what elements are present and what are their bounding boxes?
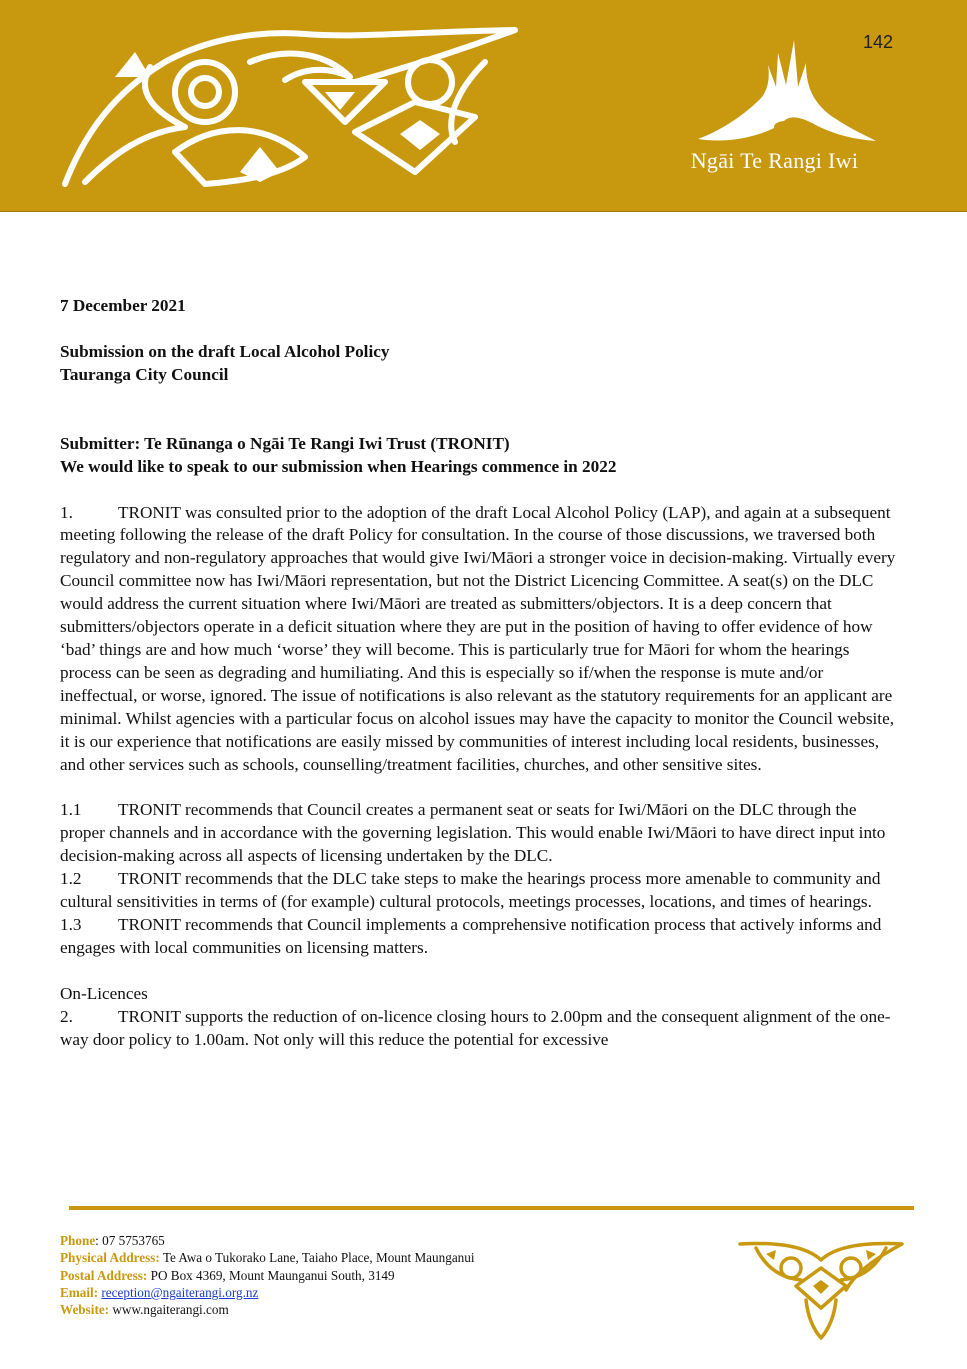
physical-value: Te Awa o Tukorako Lane, Taiaho Place, Mount Maunganui	[159, 1250, 475, 1266]
paragraph-text: TRONIT recommends that the DLC take steps to make the hearings process more amenable to community and cultural sensitivities in terms of (for example) cultural protocols, meetings processes, locations, and times of hearings.	[60, 869, 881, 912]
paragraph-1-2	[60, 868, 896, 914]
mountain-logo-icon	[690, 35, 880, 147]
footer-phone	[60, 1232, 475, 1249]
postal-value: PO Box 4369, Mount Maunganui South, 3149	[147, 1267, 395, 1283]
subject-line-1: Submission on the draft Local Alcohol Policy	[60, 341, 390, 361]
page-number: 142	[862, 32, 893, 52]
header-banner	[0, 0, 967, 212]
email-label: Email:	[60, 1284, 99, 1300]
footer-website	[60, 1301, 475, 1318]
footer-email	[60, 1284, 475, 1301]
website-label: Website:	[60, 1302, 110, 1318]
footer-postal-address	[60, 1267, 475, 1284]
contact-footer	[60, 1232, 475, 1318]
koru-pattern-icon	[55, 22, 525, 194]
paragraph-number: 1.	[60, 502, 73, 522]
physical-label: Physical Address:	[60, 1250, 160, 1266]
speak-line: We would like to speak to our submission when Hearings commence in 2022	[60, 456, 617, 476]
paragraph-text: TRONIT supports the reduction of on-licence closing hours to 2.00pm and the consequent alignment of the one-way door policy to 1.00am. Not only will this reduce the potential for excessive	[60, 1006, 891, 1049]
email-link[interactable]: reception@ngaiterangi.org.nz	[101, 1284, 259, 1300]
paragraph-text: TRONIT recommends that Council implements a comprehensive notification process that actively informs and engages with local communities on licensing matters.	[60, 914, 882, 957]
footer-physical-address	[60, 1249, 475, 1266]
paragraph-number: 2.	[60, 1006, 73, 1026]
postal-label: Postal Address:	[60, 1267, 148, 1283]
footer-divider	[69, 1206, 914, 1210]
paragraph-2	[60, 1006, 896, 1052]
section-heading: On-Licences	[60, 983, 148, 1003]
phone-value: : 07 5753765	[95, 1233, 165, 1248]
paragraph-number: 1.3	[60, 914, 82, 934]
letter-date: 7 December 2021	[60, 296, 186, 315]
paragraph-text: TRONIT recommends that Council creates a permanent seat or seats for Iwi/Māori on the DLC through the proper channels and in accordance with the governing legislation. This would enable Iwi/Māori to have direct input into decision-making across all aspects of licensing undertaken by the DLC.	[60, 800, 886, 866]
paragraph-1-1	[60, 799, 896, 868]
letter-body	[60, 295, 896, 1051]
paragraph-1	[60, 502, 896, 777]
submitter-line: Submitter: Te Rūnanga o Ngāi Te Rangi Iwi Trust (TRONIT)	[60, 433, 510, 453]
subject-line-2: Tauranga City Council	[60, 364, 229, 384]
brand-name: Ngāi Te Rangi Iwi	[690, 148, 859, 173]
paragraph-number: 1.2	[60, 869, 82, 889]
paragraph-number: 1.1	[60, 800, 82, 820]
phone-label: Phone	[60, 1233, 96, 1248]
paragraph-text: TRONIT was consulted prior to the adoption of the draft Local Alcohol Policy (LAP), and again at a subsequent meeting following the release of the draft Policy for consultation. In the course of those discussions, we traversed both regulatory and non-regulatory approaches that would give Iwi/Māori a stronger voice in decision-making. Virtually every Council committee now has Iwi/Māori representation, but not the District Licencing Committee. A seat(s) on the DLC would address the current situation where Iwi/Māori are treated as submitters/objectors. It is a deep concern that submitters/objectors operate in a deficit situation where they are put in the position of having to offer evidence of how ‘bad’ things are and how much ‘worse’ they will become. This is particularly true for Māori for whom the hearings process can be seen as degrading and humiliating. And this is especially so if/when the response is mute and/or ineffectual, or worse, ignored. The issue of notifications is also relevant as the statutory requirements for an applicant are minimal. Whilst agencies with a particular focus on alcohol issues may have the capacity to monitor the Council website, it is our experience that notifications are easily missed by communities of interest including local residents, businesses, and other services such as schools, counselling/treatment facilities, churches, and other sensitive sites.	[60, 502, 896, 774]
paragraph-1-3	[60, 914, 896, 960]
website-value: www.ngaiterangi.com	[109, 1302, 229, 1318]
koru-footer-pattern-icon	[736, 1238, 906, 1342]
